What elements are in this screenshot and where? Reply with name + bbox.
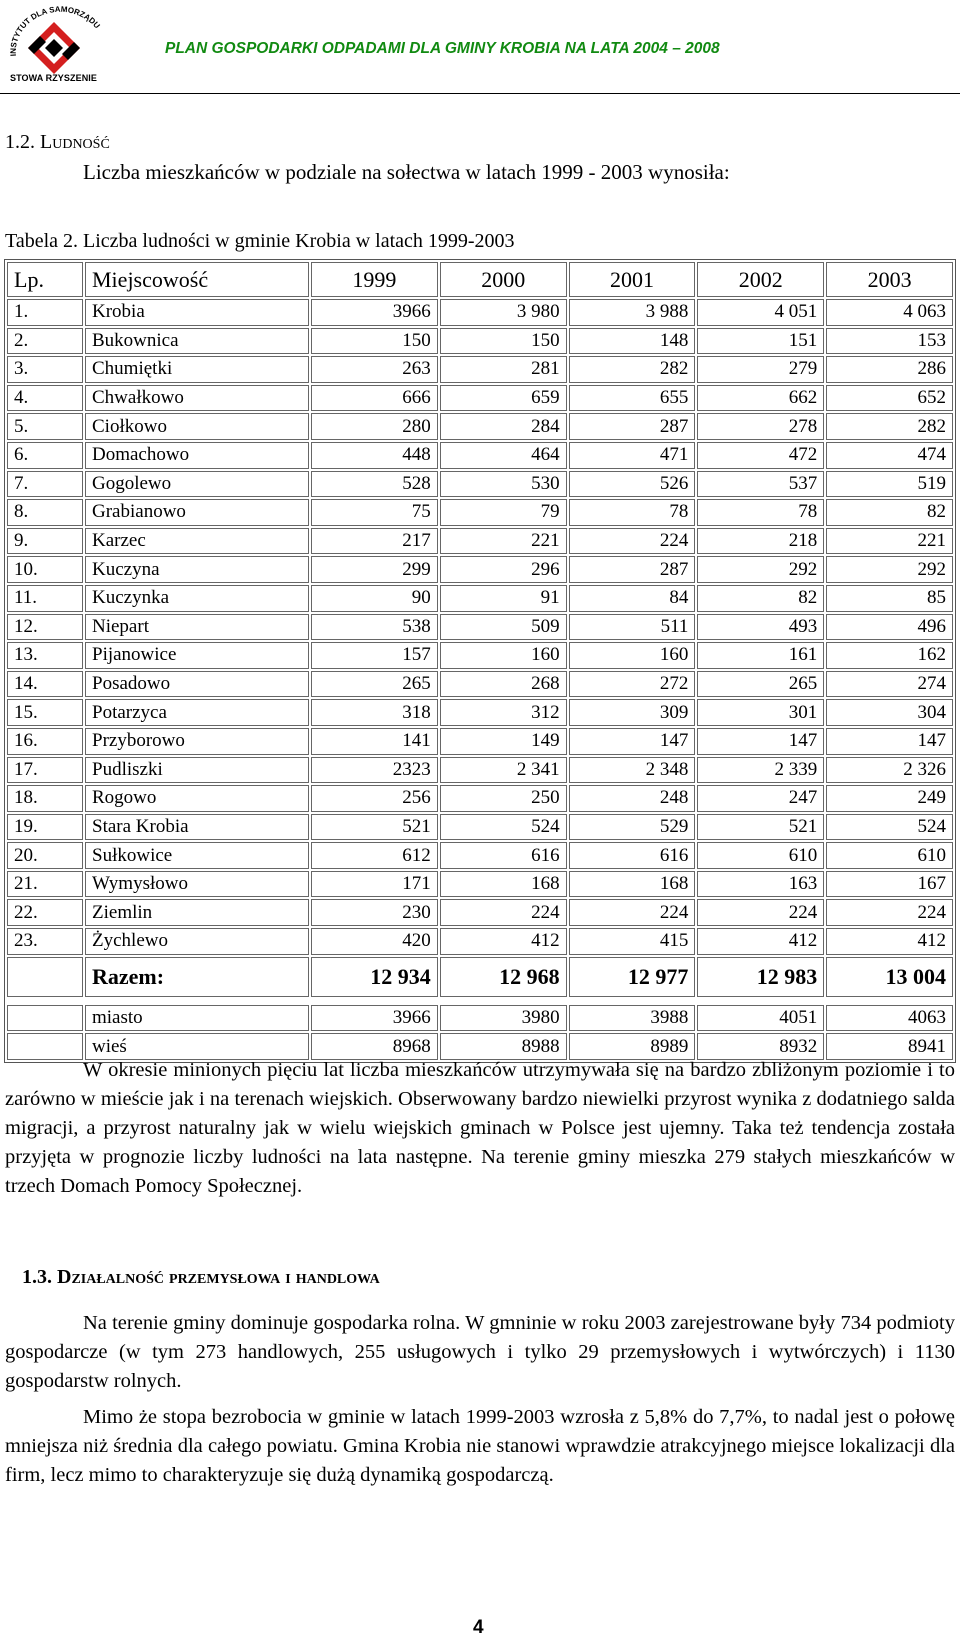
population-value: 4 063 xyxy=(826,299,953,326)
row-number: 13. xyxy=(7,642,83,669)
intro-text: Liczba mieszkańców w podziale na sołectwa w latach 1999 - 2003 wynosiła: xyxy=(83,160,730,184)
locality-name: Potarzyca xyxy=(85,699,309,726)
locality-name: Posadowo xyxy=(85,671,309,698)
population-value: 247 xyxy=(697,785,824,812)
population-value: 217 xyxy=(311,528,438,555)
population-value: 256 xyxy=(311,785,438,812)
population-value: 2 341 xyxy=(440,757,567,784)
table-cell: 4051 xyxy=(697,1005,824,1032)
population-value: 493 xyxy=(697,614,824,641)
table-row xyxy=(7,385,953,412)
row-number: 15. xyxy=(7,699,83,726)
row-number: 18. xyxy=(7,785,83,812)
locality-name: Bukownica xyxy=(85,328,309,355)
table-cell: 8989 xyxy=(569,1033,696,1060)
locality-name: Pudliszki xyxy=(85,757,309,784)
population-value: 282 xyxy=(569,356,696,383)
population-value: 265 xyxy=(697,671,824,698)
header-2002: 2002 xyxy=(697,262,824,297)
population-value: 85 xyxy=(826,585,953,612)
population-value: 82 xyxy=(826,499,953,526)
table-cell: 3980 xyxy=(440,1005,567,1032)
row-number: 5. xyxy=(7,413,83,440)
population-value: 530 xyxy=(440,471,567,498)
population-value: 161 xyxy=(697,642,824,669)
population-value: 153 xyxy=(826,328,953,355)
population-value: 280 xyxy=(311,413,438,440)
table-row xyxy=(7,785,953,812)
header-2003: 2003 xyxy=(826,262,953,297)
population-value: 224 xyxy=(440,899,567,926)
population-value: 90 xyxy=(311,585,438,612)
population-value: 150 xyxy=(440,328,567,355)
population-value: 521 xyxy=(697,814,824,841)
header-2000: 2000 xyxy=(440,262,567,297)
logo-arc-text: INSTYTUT DLA SAMORZĄDU xyxy=(8,4,102,57)
row-number: 16. xyxy=(7,728,83,755)
row-number: 6. xyxy=(7,442,83,469)
population-value: 287 xyxy=(569,413,696,440)
table-cell: 3966 xyxy=(311,1005,438,1032)
population-value: 278 xyxy=(697,413,824,440)
row-number: 4. xyxy=(7,385,83,412)
population-value: 281 xyxy=(440,356,567,383)
table-caption: Tabela 2. Liczba ludności w gminie Krobia w latach 1999-2003 xyxy=(5,230,515,252)
population-value: 662 xyxy=(697,385,824,412)
table-spacer xyxy=(7,999,953,1003)
locality-name: Przyborowo xyxy=(85,728,309,755)
row-number: 12. xyxy=(7,614,83,641)
population-value: 610 xyxy=(826,842,953,869)
locality-name: Wymysłowo xyxy=(85,871,309,898)
population-value: 282 xyxy=(826,413,953,440)
section-title: Działalność przemysłowa i handlowa xyxy=(57,1266,380,1288)
population-value: 274 xyxy=(826,671,953,698)
population-value: 78 xyxy=(569,499,696,526)
population-value: 91 xyxy=(440,585,567,612)
population-value: 147 xyxy=(697,728,824,755)
table-row xyxy=(7,328,953,355)
population-value: 4 051 xyxy=(697,299,824,326)
section-heading-population xyxy=(5,131,110,154)
header-1999: 1999 xyxy=(311,262,438,297)
population-value: 296 xyxy=(440,556,567,583)
city-label: miasto xyxy=(85,1005,309,1032)
population-value: 448 xyxy=(311,442,438,469)
locality-name: Krobia xyxy=(85,299,309,326)
population-value: 250 xyxy=(440,785,567,812)
document-title: PLAN GOSPODARKI ODPADAMI DLA GMINY KROBIA NA LATA 2004 – 2008 xyxy=(165,40,720,57)
population-value: 171 xyxy=(311,871,438,898)
population-value: 610 xyxy=(697,842,824,869)
population-value: 141 xyxy=(311,728,438,755)
table-row xyxy=(7,757,953,784)
paragraph-population-trend: W okresie minionych pięciu lat liczba mieszkańców utrzymywała się na bardzo zbliżonym poziomie i to zarówno w mieście jak i na terenach wiejskich. Obserwowany bardzo niewielki przyrost wynika z dodatniego salda migracji, a przyrost naturalny jak w wielu wiejskich gminach w Polsce jest ujemny. Taka też tendencja została przyjęta w prognozie liczby ludności na lata następne. Na terenie gminy mieszka 279 stałych mieszkańców w trzech Domach Pomocy Społecznej. xyxy=(5,1059,955,1197)
population-value: 224 xyxy=(697,899,824,926)
table-body xyxy=(7,299,953,955)
population-value: 78 xyxy=(697,499,824,526)
row-number: 9. xyxy=(7,528,83,555)
section-number: 1.3. xyxy=(22,1266,52,1288)
population-value: 420 xyxy=(311,928,438,955)
table-row xyxy=(7,842,953,869)
population-value: 318 xyxy=(311,699,438,726)
population-value: 652 xyxy=(826,385,953,412)
section-heading-industry xyxy=(22,1266,380,1289)
table-summary xyxy=(7,957,953,1060)
population-value: 537 xyxy=(697,471,824,498)
table-row xyxy=(7,814,953,841)
population-value: 147 xyxy=(569,728,696,755)
population-value: 612 xyxy=(311,842,438,869)
locality-name: Domachowo xyxy=(85,442,309,469)
population-value: 265 xyxy=(311,671,438,698)
page-number: 4 xyxy=(473,1617,484,1638)
population-value: 75 xyxy=(311,499,438,526)
row-number: 14. xyxy=(7,671,83,698)
table-row xyxy=(7,585,953,612)
section-number: 1.2. xyxy=(5,131,35,153)
population-value: 167 xyxy=(826,871,953,898)
population-value: 3 988 xyxy=(569,299,696,326)
population-value: 160 xyxy=(569,642,696,669)
table-row xyxy=(7,899,953,926)
locality-name: Karzec xyxy=(85,528,309,555)
table-cell: 8941 xyxy=(826,1033,953,1060)
locality-name: Kuczyna xyxy=(85,556,309,583)
table-row xyxy=(7,642,953,669)
population-value: 526 xyxy=(569,471,696,498)
row-number: 10. xyxy=(7,556,83,583)
population-table xyxy=(4,259,956,1063)
table-cell: 8968 xyxy=(311,1033,438,1060)
population-value: 524 xyxy=(440,814,567,841)
population-value: 149 xyxy=(440,728,567,755)
table-row xyxy=(7,871,953,898)
population-value: 224 xyxy=(569,528,696,555)
population-value: 2 326 xyxy=(826,757,953,784)
population-value: 412 xyxy=(440,928,567,955)
population-value: 519 xyxy=(826,471,953,498)
table-cell: 8932 xyxy=(697,1033,824,1060)
table-row xyxy=(7,928,953,955)
table-row xyxy=(7,528,953,555)
locality-name: Kuczynka xyxy=(85,585,309,612)
total-1999: 12 934 xyxy=(311,957,438,997)
population-value: 163 xyxy=(697,871,824,898)
table-row xyxy=(7,299,953,326)
row-number: 8. xyxy=(7,499,83,526)
population-value: 528 xyxy=(311,471,438,498)
population-value: 2 339 xyxy=(697,757,824,784)
total-2002: 12 983 xyxy=(697,957,824,997)
population-value: 464 xyxy=(440,442,567,469)
population-value: 268 xyxy=(440,671,567,698)
population-value: 529 xyxy=(569,814,696,841)
total-label: Razem: xyxy=(85,957,309,997)
population-value: 509 xyxy=(440,614,567,641)
row-number: 19. xyxy=(7,814,83,841)
population-value: 659 xyxy=(440,385,567,412)
table-cell xyxy=(7,1005,83,1032)
table-cell: 4063 xyxy=(826,1005,953,1032)
population-value: 472 xyxy=(697,442,824,469)
row-number: 20. xyxy=(7,842,83,869)
table-row xyxy=(7,671,953,698)
population-value: 538 xyxy=(311,614,438,641)
organization-label: STOWA RZYSZENIE xyxy=(10,73,98,83)
total-2000: 12 968 xyxy=(440,957,567,997)
population-value: 82 xyxy=(697,585,824,612)
total-2003: 13 004 xyxy=(826,957,953,997)
row-number: 2. xyxy=(7,328,83,355)
population-value: 304 xyxy=(826,699,953,726)
row-number: 21. xyxy=(7,871,83,898)
table-header-row xyxy=(7,262,953,297)
header-divider xyxy=(0,93,960,94)
population-value: 292 xyxy=(697,556,824,583)
total-2001: 12 977 xyxy=(569,957,696,997)
header-locality: Miejscowość xyxy=(85,262,309,297)
population-value: 496 xyxy=(826,614,953,641)
population-value: 511 xyxy=(569,614,696,641)
paragraph-unemployment: Mimo że stopa bezrobocia w gminie w latach 1999-2003 wzrosła z 5,8% do 7,7%, to nadal jest o połowę mniejsza niż średnia dla całego powiatu. Gmina Krobia nie stanowi wprawdzie atrakcyjnego miejsce lokalizacji dla firm, lecz mimo to charakteryzuje się dużą dynamiką gospodarczą. xyxy=(5,1406,955,1486)
population-value: 162 xyxy=(826,642,953,669)
city-row xyxy=(7,1005,953,1032)
population-value: 168 xyxy=(440,871,567,898)
population-value: 2323 xyxy=(311,757,438,784)
population-value: 150 xyxy=(311,328,438,355)
population-value: 312 xyxy=(440,699,567,726)
table-row xyxy=(7,499,953,526)
population-value: 279 xyxy=(697,356,824,383)
header-2001: 2001 xyxy=(569,262,696,297)
table-row xyxy=(7,413,953,440)
table-row xyxy=(7,699,953,726)
population-value: 218 xyxy=(697,528,824,555)
population-value: 2 348 xyxy=(569,757,696,784)
table-cell xyxy=(7,957,83,997)
population-value: 249 xyxy=(826,785,953,812)
population-value: 655 xyxy=(569,385,696,412)
table-row xyxy=(7,614,953,641)
row-number: 23. xyxy=(7,928,83,955)
population-value: 616 xyxy=(440,842,567,869)
row-number: 17. xyxy=(7,757,83,784)
table-cell: 8988 xyxy=(440,1033,567,1060)
population-value: 151 xyxy=(697,328,824,355)
row-number: 22. xyxy=(7,899,83,926)
population-value: 286 xyxy=(826,356,953,383)
population-value: 3 980 xyxy=(440,299,567,326)
table-row xyxy=(7,728,953,755)
locality-name: Sułkowice xyxy=(85,842,309,869)
population-value: 224 xyxy=(569,899,696,926)
population-value: 84 xyxy=(569,585,696,612)
locality-name: Gogolewo xyxy=(85,471,309,498)
population-value: 412 xyxy=(826,928,953,955)
table-row xyxy=(7,356,953,383)
page-header xyxy=(0,0,960,95)
population-value: 168 xyxy=(569,871,696,898)
table-row xyxy=(7,556,953,583)
section-title: Ludność xyxy=(40,131,110,153)
paragraph-economy: Na terenie gminy dominuje gospodarka rolna. W gmninie w roku 2003 zarejestrowane były 734 podmioty gospodarcze (w tym 273 handlowych, 255 usługowych i tylko 29 przemysłowych i wytwórczych) i 1130 gospodarstw rolnych. xyxy=(5,1312,955,1392)
locality-name: Żychlewo xyxy=(85,928,309,955)
population-value: 666 xyxy=(311,385,438,412)
population-value: 230 xyxy=(311,899,438,926)
population-value: 521 xyxy=(311,814,438,841)
population-value: 284 xyxy=(440,413,567,440)
total-row xyxy=(7,957,953,997)
locality-name: Ziemlin xyxy=(85,899,309,926)
locality-name: Ciołkowo xyxy=(85,413,309,440)
population-value: 301 xyxy=(697,699,824,726)
population-value: 415 xyxy=(569,928,696,955)
population-value: 474 xyxy=(826,442,953,469)
population-value: 292 xyxy=(826,556,953,583)
population-value: 412 xyxy=(697,928,824,955)
population-value: 157 xyxy=(311,642,438,669)
table-cell: 3988 xyxy=(569,1005,696,1032)
locality-name: Stara Krobia xyxy=(85,814,309,841)
population-value: 148 xyxy=(569,328,696,355)
population-value: 147 xyxy=(826,728,953,755)
locality-name: Niepart xyxy=(85,614,309,641)
population-value: 272 xyxy=(569,671,696,698)
village-label: wieś xyxy=(85,1033,309,1060)
table-row xyxy=(7,471,953,498)
population-value: 287 xyxy=(569,556,696,583)
population-value: 616 xyxy=(569,842,696,869)
population-value: 263 xyxy=(311,356,438,383)
locality-name: Chumiętki xyxy=(85,356,309,383)
row-number: 11. xyxy=(7,585,83,612)
locality-name: Chwałkowo xyxy=(85,385,309,412)
population-value: 248 xyxy=(569,785,696,812)
locality-name: Pijanowice xyxy=(85,642,309,669)
row-number: 3. xyxy=(7,356,83,383)
population-value: 160 xyxy=(440,642,567,669)
population-value: 299 xyxy=(311,556,438,583)
row-number: 7. xyxy=(7,471,83,498)
population-value: 309 xyxy=(569,699,696,726)
table-row xyxy=(7,442,953,469)
row-number: 1. xyxy=(7,299,83,326)
population-value: 79 xyxy=(440,499,567,526)
population-value: 221 xyxy=(440,528,567,555)
locality-name: Grabianowo xyxy=(85,499,309,526)
population-value: 221 xyxy=(826,528,953,555)
population-value: 471 xyxy=(569,442,696,469)
population-value: 224 xyxy=(826,899,953,926)
locality-name: Rogowo xyxy=(85,785,309,812)
population-value: 524 xyxy=(826,814,953,841)
population-value: 3966 xyxy=(311,299,438,326)
header-lp: Lp. xyxy=(7,262,83,297)
